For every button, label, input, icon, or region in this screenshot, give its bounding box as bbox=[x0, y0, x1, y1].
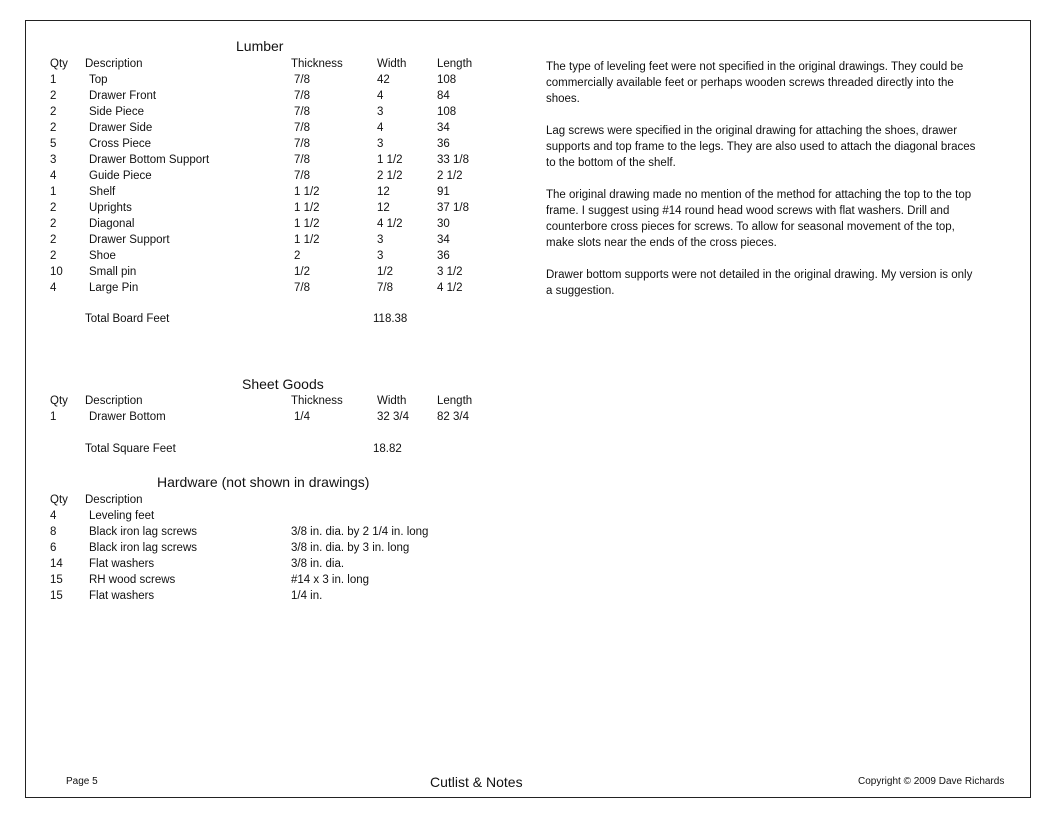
hardware-row-description: Flat washers bbox=[89, 558, 155, 570]
lumber-row-width: 2 1/2 bbox=[377, 170, 403, 182]
lumber-row-width: 42 bbox=[377, 74, 390, 86]
hardware-row-size: 1/4 in. bbox=[291, 590, 323, 602]
lumber-row-description: Small pin bbox=[89, 266, 137, 278]
lumber-row-thickness: 1 1/2 bbox=[294, 186, 320, 198]
lumber-row-thickness: 1/2 bbox=[294, 266, 310, 278]
hardware-row-size: 3/8 in. dia. by 3 in. long bbox=[291, 542, 410, 554]
lumber-row-thickness: 7/8 bbox=[294, 106, 310, 118]
lumber-row-length: 34 bbox=[437, 122, 450, 134]
lumber-row-thickness: 7/8 bbox=[294, 170, 310, 182]
lumber-header-desc: Description bbox=[85, 58, 143, 70]
footer-title: Cutlist & Notes bbox=[430, 774, 523, 790]
sheet-header-length: Length bbox=[437, 395, 473, 407]
lumber-row-qty: 2 bbox=[50, 106, 57, 118]
lumber-row-description: Drawer Front bbox=[89, 90, 157, 102]
lumber-row-length: 91 bbox=[437, 186, 450, 198]
hardware-row-description: Black iron lag screws bbox=[89, 542, 198, 554]
lumber-row-length: 3 1/2 bbox=[437, 266, 463, 278]
lumber-row-qty: 5 bbox=[50, 138, 57, 150]
hardware-row-qty: 15 bbox=[50, 590, 63, 602]
lumber-row-thickness: 7/8 bbox=[294, 154, 310, 166]
lumber-row-description: Shoe bbox=[89, 250, 116, 262]
lumber-row-width: 4 bbox=[377, 122, 384, 134]
lumber-row-length: 30 bbox=[437, 218, 450, 230]
notes-section bbox=[546, 59, 976, 315]
lumber-row-length: 108 bbox=[437, 74, 457, 86]
sheet-header-width: Width bbox=[377, 395, 407, 407]
lumber-row-width: 3 bbox=[377, 106, 384, 118]
lumber-row-width: 3 bbox=[377, 250, 384, 262]
lumber-row-qty: 10 bbox=[50, 266, 63, 278]
lumber-row-thickness: 7/8 bbox=[294, 74, 310, 86]
sheet-total-label: Total Square Feet bbox=[85, 443, 176, 455]
lumber-row-width: 7/8 bbox=[377, 282, 393, 294]
hardware-row-qty: 15 bbox=[50, 574, 63, 586]
lumber-row-qty: 1 bbox=[50, 74, 57, 86]
lumber-row-thickness: 7/8 bbox=[294, 90, 310, 102]
lumber-row-qty: 2 bbox=[50, 250, 57, 262]
sheet-section-title: Sheet Goods bbox=[242, 376, 324, 392]
hardware-header-desc: Description bbox=[85, 494, 143, 506]
hardware-row-size: 3/8 in. dia. bbox=[291, 558, 345, 570]
lumber-row-thickness: 2 bbox=[294, 250, 301, 262]
sheet-header-qty: Qty bbox=[50, 395, 68, 407]
lumber-header-width: Width bbox=[377, 58, 407, 70]
lumber-row-qty: 2 bbox=[50, 202, 57, 214]
hardware-row-qty: 14 bbox=[50, 558, 63, 570]
lumber-row-width: 3 bbox=[377, 234, 384, 246]
lumber-row-length: 34 bbox=[437, 234, 450, 246]
sheet-header-thick: Thickness bbox=[291, 395, 343, 407]
lumber-row-description: Drawer Bottom Support bbox=[89, 154, 210, 166]
lumber-row-qty: 3 bbox=[50, 154, 57, 166]
lumber-row-description: Large Pin bbox=[89, 282, 139, 294]
lumber-row-description: Shelf bbox=[89, 186, 116, 198]
lumber-header-thick: Thickness bbox=[291, 58, 343, 70]
sheet-row-qty: 1 bbox=[50, 411, 57, 423]
lumber-row-length: 4 1/2 bbox=[437, 282, 463, 294]
lumber-row-width: 4 1/2 bbox=[377, 218, 403, 230]
footer-copyright: Copyright © 2009 Dave Richards bbox=[858, 776, 1005, 787]
lumber-row-qty: 4 bbox=[50, 282, 57, 294]
lumber-row-qty: 2 bbox=[50, 234, 57, 246]
lumber-row-qty: 2 bbox=[50, 218, 57, 230]
lumber-row-description: Drawer Support bbox=[89, 234, 170, 246]
sheet-row-description: Drawer Bottom bbox=[89, 411, 166, 423]
lumber-row-width: 3 bbox=[377, 138, 384, 150]
lumber-section-title: Lumber bbox=[236, 38, 284, 54]
note-paragraph-3: The original drawing made no mention of the method for attaching the top to the top frame. I suggest using #14 round head wood screws with flat washers. Drill and counterbore cross pieces for screws. To allow for seasonal movement of the top, make slots near the ends of the cross pieces. bbox=[546, 189, 972, 249]
lumber-row-qty: 4 bbox=[50, 170, 57, 182]
sheet-header-desc: Description bbox=[85, 395, 143, 407]
lumber-header-qty: Qty bbox=[50, 58, 68, 70]
lumber-row-description: Side Piece bbox=[89, 106, 144, 118]
sheet-total-value: 18.82 bbox=[373, 443, 402, 455]
lumber-row-description: Drawer Side bbox=[89, 122, 153, 134]
footer-page-number: Page 5 bbox=[66, 776, 98, 787]
hardware-row-qty: 4 bbox=[50, 510, 57, 522]
lumber-row-length: 37 1/8 bbox=[437, 202, 469, 214]
lumber-row-width: 4 bbox=[377, 90, 384, 102]
hardware-row-description: Flat washers bbox=[89, 590, 155, 602]
lumber-row-length: 36 bbox=[437, 250, 450, 262]
lumber-row-width: 1 1/2 bbox=[377, 154, 403, 166]
note-paragraph-2: Lag screws were specified in the original drawing for attaching the shoes, drawer supports and top frame to the legs. They are also used to attach the diagonal braces to the bottom of the shelf. bbox=[546, 125, 976, 169]
hardware-row-size: 3/8 in. dia. by 2 1/4 in. long bbox=[291, 526, 429, 538]
lumber-row-description: Uprights bbox=[89, 202, 132, 214]
sheet-row-thickness: 1/4 bbox=[294, 411, 310, 423]
lumber-row-qty: 2 bbox=[50, 122, 57, 134]
hardware-row-qty: 6 bbox=[50, 542, 57, 554]
note-paragraph-4: Drawer bottom supports were not detailed in the original drawing. My version is only a suggestion. bbox=[546, 269, 973, 297]
lumber-row-qty: 2 bbox=[50, 90, 57, 102]
lumber-row-description: Diagonal bbox=[89, 218, 135, 230]
hardware-row-description: RH wood screws bbox=[89, 574, 176, 586]
lumber-total-value: 118.38 bbox=[373, 313, 408, 325]
lumber-total-label: Total Board Feet bbox=[85, 313, 170, 325]
lumber-row-thickness: 1 1/2 bbox=[294, 234, 320, 246]
lumber-row-thickness: 7/8 bbox=[294, 138, 310, 150]
lumber-row-length: 2 1/2 bbox=[437, 170, 463, 182]
note-paragraph-1: The type of leveling feet were not specified in the original drawings. They could be commercially available feet or perhaps wooden screws threaded directly into the shoes. bbox=[546, 61, 964, 105]
sheet-row-width: 32 3/4 bbox=[377, 411, 409, 423]
hardware-row-description: Leveling feet bbox=[89, 510, 155, 522]
lumber-row-thickness: 7/8 bbox=[294, 122, 310, 134]
lumber-row-thickness: 1 1/2 bbox=[294, 202, 320, 214]
lumber-row-length: 84 bbox=[437, 90, 450, 102]
lumber-row-length: 36 bbox=[437, 138, 450, 150]
lumber-row-length: 33 1/8 bbox=[437, 154, 469, 166]
lumber-row-width: 12 bbox=[377, 186, 390, 198]
hardware-header-qty: Qty bbox=[50, 494, 68, 506]
hardware-section-title: Hardware (not shown in drawings) bbox=[157, 474, 370, 490]
sheet-row-length: 82 3/4 bbox=[437, 411, 469, 423]
hardware-row-size: #14 x 3 in. long bbox=[291, 574, 370, 586]
lumber-row-description: Guide Piece bbox=[89, 170, 152, 182]
lumber-row-width: 12 bbox=[377, 202, 390, 214]
lumber-row-thickness: 7/8 bbox=[294, 282, 310, 294]
lumber-row-description: Top bbox=[89, 74, 108, 86]
lumber-row-qty: 1 bbox=[50, 186, 57, 198]
hardware-row-description: Black iron lag screws bbox=[89, 526, 198, 538]
lumber-row-width: 1/2 bbox=[377, 266, 393, 278]
lumber-row-description: Cross Piece bbox=[89, 138, 151, 150]
lumber-row-thickness: 1 1/2 bbox=[294, 218, 320, 230]
hardware-row-qty: 8 bbox=[50, 526, 57, 538]
lumber-header-length: Length bbox=[437, 58, 473, 70]
lumber-row-length: 108 bbox=[437, 106, 457, 118]
